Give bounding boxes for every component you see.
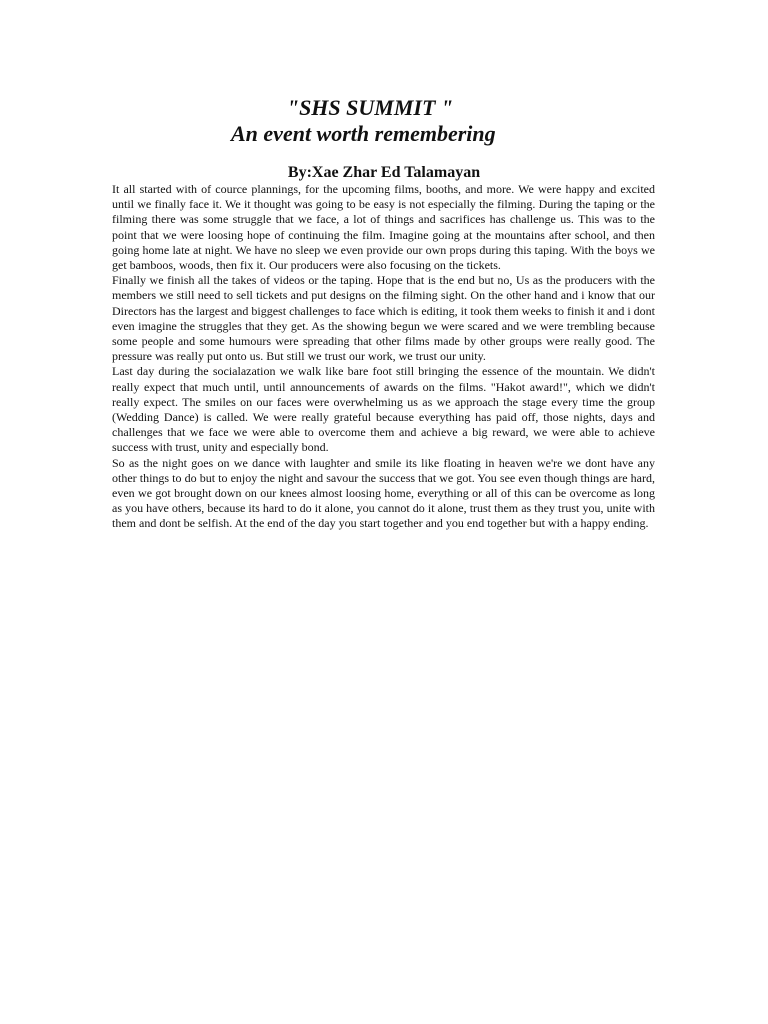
author-byline: By:Xae Zhar Ed Talamayan [287, 164, 481, 181]
paragraph-4: So as the night goes on we dance with laughter and smile its like floating in heaven we're we dont have any other things to do but to enjoy the night and savour the success that we got. You see even though things are hard, even we got brought down on our knees almost loosing home, everything or all of this can be overcome as long as you have others, because its hard to do it alone, you cannot do it alone, trust them as they trust you, unite with them and dont be selfish. At the end of the day you start together and you end together but with a happy ending. [112, 455, 655, 531]
paragraph-3: Last day during the socialazation we walk like bare foot still bringing the essence of the mountain. We didn't really expect that much until, until announcements of awards on the films. "Hakot award!", which we didn't really expect. The smiles on our faces were overwhelming us as we approach the stage every time the group (Wedding Dance) is called. We were really grateful because everything has paid off, those nights, days and challenges that we face we were able to overcome them and achieve a big reward, we were able to achieve success with trust, unity and especially bond. [112, 364, 655, 455]
paragraph-2: Finally we finish all the takes of videos or the taping. Hope that is the end but no, Us as the producers with the members we still need to sell tickets and put designs on the filming sight. On the other hand and i know that our Directors has the largest and biggest challenges to face which is editing, it took them weeks to finish it and i dont even imagine the struggles that they get. As the showing begun we were scared and we were trembling because some people and some humours were spreading that other films made by other groups were really good. The pressure was really put onto us. But still we trust our work, we trust our unity. [112, 273, 655, 364]
document-title: "SHS SUMMIT " [286, 95, 454, 120]
title-block [200, 95, 540, 147]
paragraph-1: It all started with of cource plannings, for the upcoming films, booths, and more. We were happy and excited until we finally face it. We it thought was going to be easy is not especially the filming. During the taping or the filming there was some struggle that we face, a lot of things and sacrifices has challenge us. This was to the point that we were loosing hope of continuing the film. Imagine going at the mountains after school, and then going home late at night. We have no sleep we even provide our own props during this taping. With the boys we get bamboos, woods, then fix it. Our producers were also focusing on the tickets. [112, 182, 655, 273]
article-body [112, 182, 655, 532]
document-subtitle: An event worth remembering [231, 121, 496, 146]
